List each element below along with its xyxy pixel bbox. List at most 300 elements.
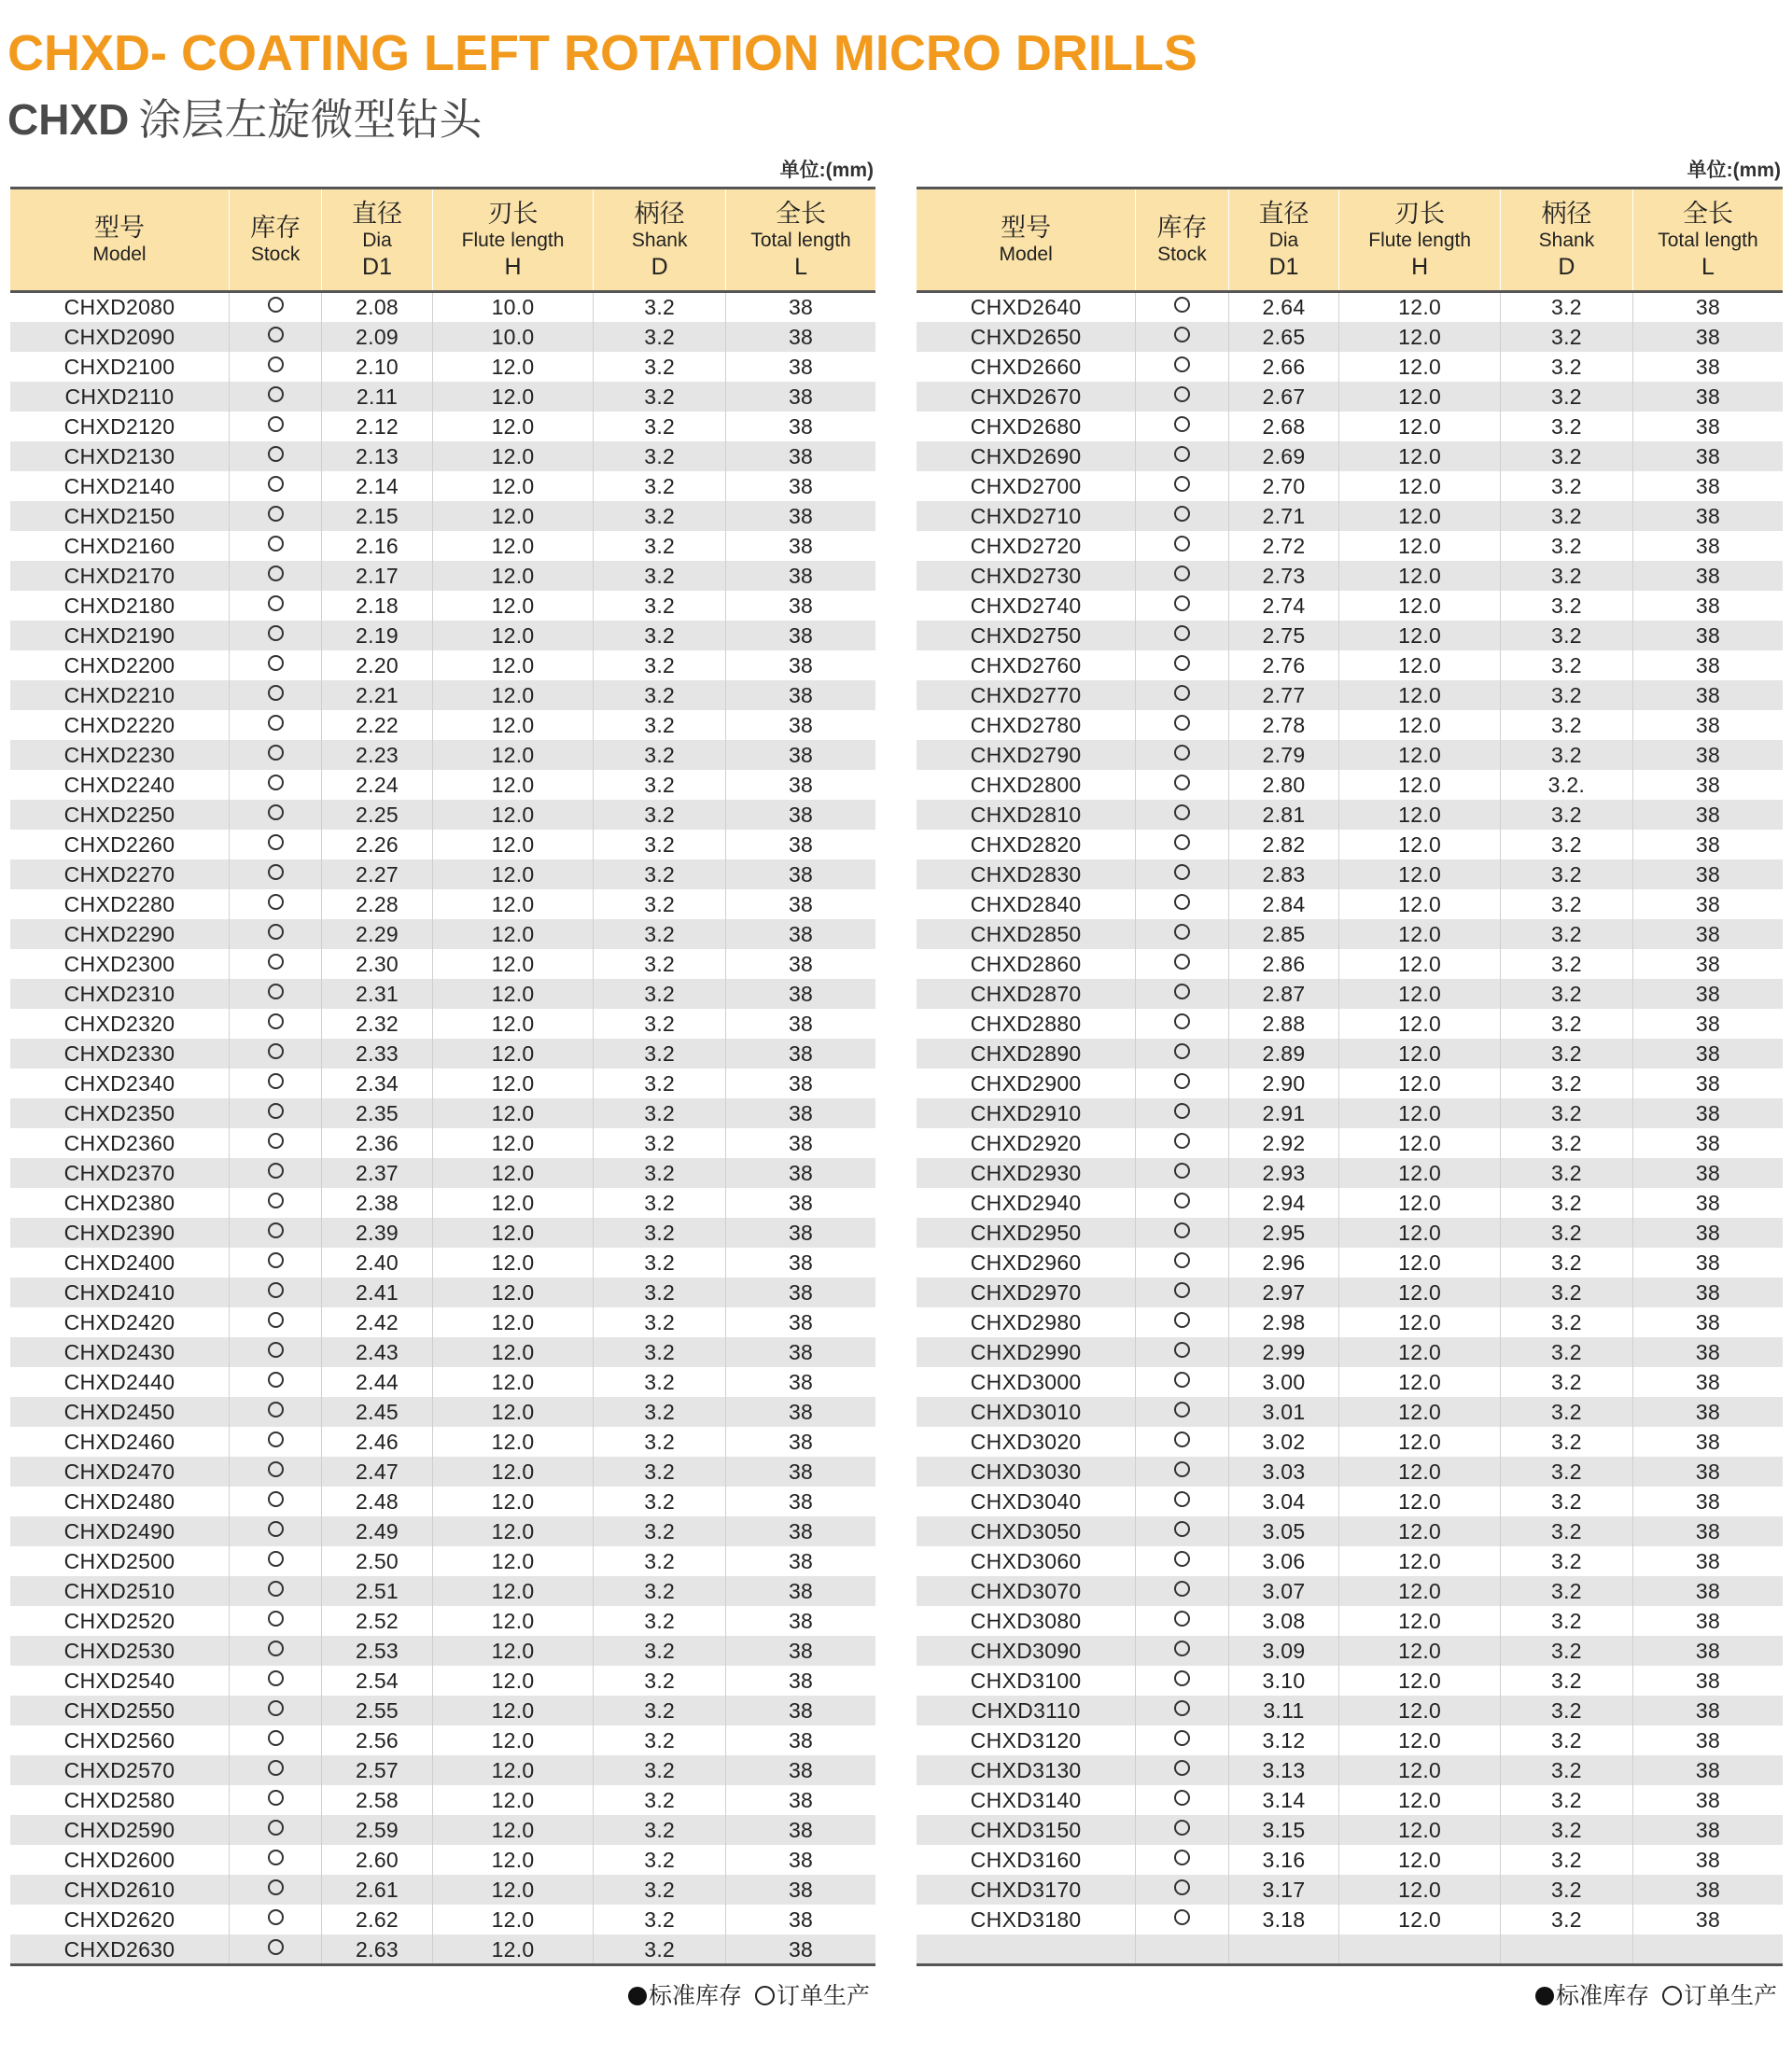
hollow-circle-icon xyxy=(755,1986,775,2005)
cell-flute-length: 12.0 xyxy=(432,1785,593,1815)
cell-dia: 2.68 xyxy=(1228,412,1339,441)
cell-stock xyxy=(230,1785,322,1815)
hollow-circle-icon xyxy=(268,1193,284,1208)
cell-model: CHXD2600 xyxy=(63,1848,175,1873)
cell-stock xyxy=(1136,1785,1228,1815)
cell-shank: 3.2 xyxy=(594,1755,726,1785)
cell-dia: 2.67 xyxy=(1228,382,1339,412)
cell-shank: 3.2 xyxy=(594,979,726,1009)
table-row xyxy=(917,830,1783,859)
cell-model: CHXD2740 xyxy=(970,593,1082,618)
cell-shank: 3.2 xyxy=(1500,441,1632,471)
cell-flute-length: 12.0 xyxy=(432,1337,593,1367)
cell-dia: 2.86 xyxy=(1228,949,1339,979)
unit-label: 单位:(mm) xyxy=(1687,160,1781,181)
cell-flute-length: 12.0 xyxy=(432,531,593,561)
cell-flute-length: 12.0 xyxy=(432,1815,593,1845)
cell-total-length: 38 xyxy=(726,1158,875,1188)
table-row xyxy=(917,650,1783,680)
cell-dia: 2.45 xyxy=(322,1397,433,1427)
cell-shank: 3.2 xyxy=(594,770,726,800)
hollow-circle-icon xyxy=(1174,1820,1190,1836)
cell-model: CHXD3110 xyxy=(917,1696,1136,1725)
cell-total-length: 38 xyxy=(726,1307,875,1337)
cell-dia: 2.08 xyxy=(322,292,433,322)
cell-total-length: 38 xyxy=(726,650,875,680)
cell-shank: 3.2 xyxy=(1500,1248,1632,1278)
cell-dia xyxy=(1228,1934,1339,1964)
cell-model: CHXD2990 xyxy=(917,1337,1136,1367)
hollow-circle-icon xyxy=(268,1760,284,1776)
hollow-circle-icon xyxy=(1174,954,1190,970)
cell-model: CHXD2950 xyxy=(917,1218,1136,1248)
cell-total-length: 38 xyxy=(1632,621,1783,650)
cell-stock xyxy=(230,382,322,412)
cell-total-length: 38 xyxy=(1632,1696,1783,1725)
table-row xyxy=(10,1307,875,1337)
cell-total-length: 38 xyxy=(1632,1636,1783,1666)
cell-shank: 3.2 xyxy=(1500,1427,1632,1457)
cell-stock xyxy=(1136,1039,1228,1068)
table-row xyxy=(917,1367,1783,1397)
filled-circle-icon xyxy=(628,1987,647,2005)
cell-model: CHXD3010 xyxy=(917,1397,1136,1427)
hollow-circle-icon xyxy=(1174,297,1190,313)
cell-total-length: 38 xyxy=(1632,1218,1783,1248)
table-row xyxy=(917,859,1783,889)
cell-flute-length: 12.0 xyxy=(432,501,593,531)
cell-stock xyxy=(230,1845,322,1875)
hollow-circle-icon xyxy=(1174,536,1190,552)
table-row xyxy=(917,1636,1783,1666)
table-row xyxy=(917,680,1783,710)
cell-flute-length: 12.0 xyxy=(432,1427,593,1457)
cell-dia: 2.69 xyxy=(1228,441,1339,471)
table-row xyxy=(10,1636,875,1666)
hollow-circle-icon xyxy=(1174,894,1190,910)
cell-model xyxy=(917,1934,1136,1964)
table-row xyxy=(917,501,1783,531)
table-row xyxy=(917,621,1783,650)
cell-shank: 3.2 xyxy=(594,471,726,501)
cell-stock xyxy=(1136,1367,1228,1397)
cell-dia: 2.54 xyxy=(322,1666,433,1696)
subtitle-code: CHXD xyxy=(7,95,130,144)
cell-model: CHXD2210 xyxy=(10,680,230,710)
table-row xyxy=(10,979,875,1009)
cell-shank: 3.2 xyxy=(1500,919,1632,949)
cell-model: CHXD2660 xyxy=(970,354,1082,379)
cell-total-length: 38 xyxy=(1632,1397,1783,1427)
table-row xyxy=(917,1546,1783,1576)
table-row xyxy=(10,1755,875,1785)
table-row xyxy=(10,1128,875,1158)
cell-shank: 3.2 xyxy=(594,322,726,352)
cell-dia: 2.16 xyxy=(322,531,433,561)
table-row xyxy=(917,471,1783,501)
cell-flute-length: 12.0 xyxy=(1339,889,1501,919)
cell-stock xyxy=(230,1248,322,1278)
cell-total-length: 38 xyxy=(726,859,875,889)
cell-model: CHXD3120 xyxy=(970,1728,1082,1753)
cell-stock xyxy=(230,1068,322,1098)
cell-total-length: 38 xyxy=(726,830,875,859)
hollow-circle-icon xyxy=(268,595,284,611)
cell-flute-length: 12.0 xyxy=(1339,949,1501,979)
cell-shank: 3.2 xyxy=(594,1397,726,1427)
cell-shank: 3.2 xyxy=(1500,1098,1632,1128)
cell-stock xyxy=(1136,1875,1228,1905)
cell-model: CHXD2850 xyxy=(917,919,1136,949)
cell-total-length: 38 xyxy=(726,621,875,650)
header-total-length: 全长 Total length L xyxy=(726,189,875,292)
hollow-circle-icon xyxy=(1174,984,1190,999)
table-row xyxy=(917,1307,1783,1337)
cell-dia: 3.14 xyxy=(1228,1785,1339,1815)
hollow-circle-icon xyxy=(268,1163,284,1179)
cell-shank: 3.2 xyxy=(594,352,726,382)
cell-shank: 3.2 xyxy=(594,501,726,531)
cell-flute-length: 12.0 xyxy=(432,770,593,800)
cell-stock xyxy=(1136,1068,1228,1098)
cell-flute-length: 12.0 xyxy=(432,1934,593,1964)
hollow-circle-icon xyxy=(268,1730,284,1746)
cell-dia: 2.09 xyxy=(322,322,433,352)
cell-dia: 2.25 xyxy=(322,800,433,830)
hollow-circle-icon xyxy=(268,1013,284,1029)
hollow-circle-icon xyxy=(268,745,284,761)
cell-dia: 2.64 xyxy=(1228,292,1339,322)
cell-total-length: 38 xyxy=(1632,1487,1783,1516)
hollow-circle-icon xyxy=(268,954,284,970)
cell-stock xyxy=(230,770,322,800)
table-row xyxy=(917,1009,1783,1039)
cell-stock xyxy=(230,1934,322,1964)
cell-model: CHXD2250 xyxy=(10,800,230,830)
cell-total-length: 38 xyxy=(726,1516,875,1546)
cell-flute-length: 12.0 xyxy=(432,1457,593,1487)
cell-shank: 3.2 xyxy=(1500,1367,1632,1397)
cell-dia: 2.84 xyxy=(1228,889,1339,919)
hollow-circle-icon xyxy=(1174,356,1190,372)
table-row xyxy=(10,1068,875,1098)
table-row xyxy=(10,1367,875,1397)
legend-standard: 标准库存 xyxy=(1555,1982,1649,2009)
cell-total-length: 38 xyxy=(726,412,875,441)
hollow-circle-icon xyxy=(268,536,284,552)
table-row xyxy=(10,889,875,919)
cell-stock xyxy=(230,591,322,621)
cell-flute-length: 12.0 xyxy=(432,1307,593,1337)
cell-flute-length: 12.0 xyxy=(1339,1785,1501,1815)
cell-model: CHXD2870 xyxy=(917,979,1136,1009)
cell-dia: 2.87 xyxy=(1228,979,1339,1009)
hollow-circle-icon xyxy=(1174,924,1190,940)
cell-stock xyxy=(230,1188,322,1218)
cell-stock xyxy=(230,1815,322,1845)
cell-model: CHXD2490 xyxy=(10,1516,230,1546)
cell-shank: 3.2 xyxy=(1500,561,1632,591)
cell-dia: 2.34 xyxy=(322,1068,433,1098)
cell-shank: 3.2 xyxy=(1500,1068,1632,1098)
table-row xyxy=(10,382,875,412)
cell-flute-length: 12.0 xyxy=(432,1158,593,1188)
table-row xyxy=(10,441,875,471)
table-row xyxy=(10,830,875,859)
cell-total-length: 38 xyxy=(726,1068,875,1098)
hollow-circle-icon xyxy=(1174,506,1190,522)
cell-total-length: 38 xyxy=(726,889,875,919)
cell-model: CHXD2500 xyxy=(63,1549,175,1574)
cell-stock xyxy=(1136,680,1228,710)
cell-stock xyxy=(230,531,322,561)
hollow-circle-icon xyxy=(268,924,284,940)
cell-flute-length: 12.0 xyxy=(1339,1725,1501,1755)
hollow-circle-icon xyxy=(1174,595,1190,611)
hollow-circle-icon xyxy=(1174,1491,1190,1507)
cell-shank: 3.2 xyxy=(594,1039,726,1068)
hollow-circle-icon xyxy=(268,655,284,671)
cell-stock xyxy=(230,352,322,382)
cell-shank: 3.2 xyxy=(594,1278,726,1307)
table-row xyxy=(10,352,875,382)
cell-total-length: 38 xyxy=(1632,740,1783,770)
table-row xyxy=(10,561,875,591)
table-row xyxy=(10,1457,875,1487)
cell-total-length: 38 xyxy=(726,979,875,1009)
cell-flute-length: 12.0 xyxy=(1339,710,1501,740)
cell-dia: 2.83 xyxy=(1228,859,1339,889)
hollow-circle-icon xyxy=(1174,1909,1190,1925)
cell-shank: 3.2 xyxy=(594,1188,726,1218)
cell-shank: 3.2 xyxy=(594,1785,726,1815)
cell-shank: 3.2 xyxy=(594,919,726,949)
hollow-circle-icon xyxy=(1174,1432,1190,1447)
cell-flute-length: 12.0 xyxy=(1339,1098,1501,1128)
cell-dia: 3.01 xyxy=(1228,1397,1339,1427)
cell-total-length: 38 xyxy=(726,1098,875,1128)
cell-model: CHXD2920 xyxy=(970,1130,1082,1155)
cell-total-length: 38 xyxy=(726,501,875,531)
hollow-circle-icon xyxy=(1174,1312,1190,1328)
table-row xyxy=(917,1487,1783,1516)
cell-stock xyxy=(1136,1218,1228,1248)
cell-total-length: 38 xyxy=(1632,680,1783,710)
table-row xyxy=(917,740,1783,770)
cell-shank: 3.2 xyxy=(1500,1845,1632,1875)
cell-stock xyxy=(1136,1755,1228,1785)
cell-shank: 3.2 xyxy=(594,830,726,859)
cell-model: CHXD2800 xyxy=(970,772,1082,797)
cell-model: CHXD3130 xyxy=(917,1755,1136,1785)
cell-model: CHXD2510 xyxy=(10,1576,230,1606)
cell-stock xyxy=(1136,1636,1228,1666)
cell-stock xyxy=(1136,1098,1228,1128)
cell-model: CHXD2330 xyxy=(10,1039,230,1068)
page-subtitle xyxy=(7,86,482,147)
cell-stock xyxy=(1136,1934,1228,1964)
cell-shank: 3.2 xyxy=(1500,979,1632,1009)
cell-model: CHXD2980 xyxy=(970,1310,1082,1335)
cell-stock xyxy=(1136,1397,1228,1427)
cell-stock xyxy=(230,1755,322,1785)
cell-stock xyxy=(230,561,322,591)
cell-total-length: 38 xyxy=(1632,1785,1783,1815)
cell-model: CHXD2350 xyxy=(10,1098,230,1128)
cell-total-length: 38 xyxy=(726,441,875,471)
cell-shank: 3.2 xyxy=(1500,1546,1632,1576)
header-stock: 库存 Stock xyxy=(1136,189,1228,292)
cell-flute-length: 12.0 xyxy=(432,919,593,949)
table-row xyxy=(10,919,875,949)
cell-total-length: 38 xyxy=(726,800,875,830)
cell-total-length: 38 xyxy=(1632,1666,1783,1696)
cell-shank: 3.2 xyxy=(1500,800,1632,830)
table-row xyxy=(917,412,1783,441)
cell-shank: 3.2 xyxy=(1500,650,1632,680)
cell-shank: 3.2 xyxy=(1500,1666,1632,1696)
header-dia: 直径 Dia D1 xyxy=(322,189,433,292)
cell-total-length: 38 xyxy=(1632,441,1783,471)
cell-flute-length: 12.0 xyxy=(432,680,593,710)
cell-model: CHXD2150 xyxy=(10,501,230,531)
cell-dia: 2.26 xyxy=(322,830,433,859)
hollow-circle-icon xyxy=(268,864,284,880)
cell-shank: 3.2 xyxy=(594,1934,726,1964)
cell-shank: 3.2 xyxy=(1500,1636,1632,1666)
hollow-circle-icon xyxy=(268,1551,284,1567)
cell-shank: 3.2 xyxy=(594,621,726,650)
table-row xyxy=(10,1188,875,1218)
cell-stock xyxy=(1136,591,1228,621)
cell-flute-length: 12.0 xyxy=(1339,650,1501,680)
cell-dia: 3.02 xyxy=(1228,1427,1339,1457)
cell-total-length: 38 xyxy=(1632,1307,1783,1337)
hollow-circle-icon xyxy=(268,1133,284,1149)
hollow-circle-icon xyxy=(268,1402,284,1418)
table-row xyxy=(917,531,1783,561)
cell-total-length: 38 xyxy=(1632,800,1783,830)
cell-shank: 3.2 xyxy=(594,680,726,710)
cell-shank: 3.2 xyxy=(594,800,726,830)
cell-stock xyxy=(1136,979,1228,1009)
cell-shank: 3.2 xyxy=(1500,352,1632,382)
hollow-circle-icon xyxy=(268,1282,284,1298)
cell-model: CHXD2810 xyxy=(917,800,1136,830)
cell-model: CHXD2320 xyxy=(63,1011,175,1036)
table-row xyxy=(10,1785,875,1815)
cell-total-length: 38 xyxy=(726,561,875,591)
cell-total-length: 38 xyxy=(726,1457,875,1487)
cell-model: CHXD2940 xyxy=(970,1190,1082,1215)
table-row xyxy=(917,1218,1783,1248)
table-row xyxy=(10,800,875,830)
cell-flute-length: 12.0 xyxy=(432,1905,593,1934)
cell-stock xyxy=(1136,1546,1228,1576)
cell-dia: 2.70 xyxy=(1228,471,1339,501)
cell-stock xyxy=(230,1367,322,1397)
cell-stock xyxy=(230,1427,322,1457)
table-row xyxy=(917,1696,1783,1725)
table-row xyxy=(917,1337,1783,1367)
table-row xyxy=(917,1158,1783,1188)
cell-flute-length: 12.0 xyxy=(432,1397,593,1427)
cell-model: CHXD3080 xyxy=(970,1609,1082,1634)
table-row xyxy=(10,1666,875,1696)
hollow-circle-icon xyxy=(1174,745,1190,761)
cell-flute-length: 12.0 xyxy=(432,1487,593,1516)
hollow-circle-icon xyxy=(1174,775,1190,790)
cell-flute-length: 12.0 xyxy=(432,650,593,680)
cell-flute-length: 10.0 xyxy=(432,292,593,322)
cell-total-length: 38 xyxy=(726,710,875,740)
cell-flute-length: 12.0 xyxy=(1339,680,1501,710)
table-row xyxy=(917,591,1783,621)
cell-total-length: 38 xyxy=(726,1606,875,1636)
cell-total-length: 38 xyxy=(726,1427,875,1457)
cell-flute-length: 12.0 xyxy=(432,1516,593,1546)
table-row xyxy=(10,591,875,621)
cell-dia: 2.85 xyxy=(1228,919,1339,949)
table-row xyxy=(10,292,875,322)
cell-stock xyxy=(1136,531,1228,561)
header-shank: 柄径 Shank D xyxy=(1500,189,1632,292)
cell-total-length: 38 xyxy=(1632,1068,1783,1098)
cell-model: CHXD2910 xyxy=(917,1098,1136,1128)
hollow-circle-icon xyxy=(1174,1461,1190,1477)
cell-total-length: 38 xyxy=(726,680,875,710)
cell-total-length: 38 xyxy=(1632,1337,1783,1367)
cell-stock xyxy=(230,1307,322,1337)
cell-flute-length: 12.0 xyxy=(1339,1427,1501,1457)
cell-dia: 2.15 xyxy=(322,501,433,531)
cell-dia: 2.93 xyxy=(1228,1158,1339,1188)
hollow-circle-icon xyxy=(268,775,284,790)
cell-stock xyxy=(1136,501,1228,531)
cell-stock xyxy=(1136,352,1228,382)
cell-total-length: 38 xyxy=(726,1367,875,1397)
cell-model: CHXD2230 xyxy=(10,740,230,770)
hollow-circle-icon xyxy=(268,1581,284,1597)
cell-model: CHXD2640 xyxy=(970,295,1082,320)
cell-flute-length: 12.0 xyxy=(432,1248,593,1278)
cell-stock xyxy=(230,859,322,889)
cell-stock xyxy=(1136,1516,1228,1546)
cell-total-length: 38 xyxy=(1632,979,1783,1009)
cell-dia: 3.13 xyxy=(1228,1755,1339,1785)
cell-model: CHXD3150 xyxy=(917,1815,1136,1845)
cell-shank: 3.2 xyxy=(594,1068,726,1098)
cell-total-length: 38 xyxy=(726,322,875,352)
table-row xyxy=(917,1188,1783,1218)
cell-model: CHXD2930 xyxy=(917,1158,1136,1188)
cell-dia: 2.37 xyxy=(322,1158,433,1188)
cell-shank: 3.2 xyxy=(1500,1337,1632,1367)
cell-total-length: 38 xyxy=(726,292,875,322)
cell-dia: 2.50 xyxy=(322,1546,433,1576)
cell-shank: 3.2 xyxy=(1500,412,1632,441)
cell-stock xyxy=(1136,1815,1228,1845)
cell-flute-length: 12.0 xyxy=(1339,621,1501,650)
cell-shank: 3.2 xyxy=(1500,471,1632,501)
cell-shank: 3.2 xyxy=(1500,382,1632,412)
hollow-circle-icon xyxy=(1174,1790,1190,1806)
cell-dia: 2.60 xyxy=(322,1845,433,1875)
cell-stock xyxy=(1136,1427,1228,1457)
hollow-circle-icon xyxy=(1174,1730,1190,1746)
table-row xyxy=(917,352,1783,382)
cell-model: CHXD2900 xyxy=(970,1070,1082,1096)
